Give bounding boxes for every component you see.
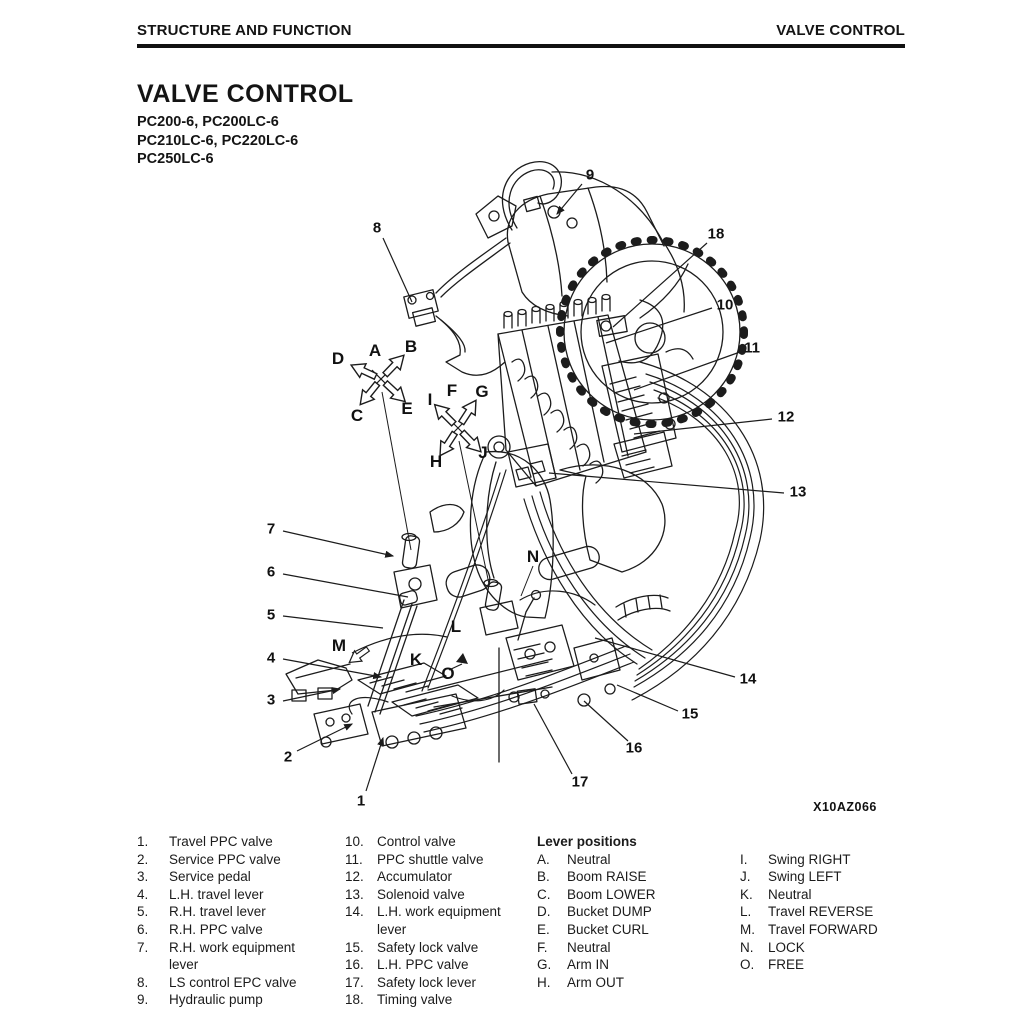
legend-item: I. Swing RIGHT xyxy=(740,851,851,867)
model-line: PC210LC-6, PC220LC-6 xyxy=(137,132,299,149)
legend-column-2 xyxy=(345,833,501,1009)
legend-item: 3. Service pedal xyxy=(137,869,251,885)
callout-4: 4 xyxy=(266,649,276,667)
callout-5: 5 xyxy=(266,606,276,624)
page-title: VALVE CONTROL xyxy=(137,80,354,108)
legend-item: K. Neutral xyxy=(740,886,812,902)
legend-item: L. Travel REVERSE xyxy=(740,904,874,920)
legend-item: lever xyxy=(169,957,199,973)
lever-pos-B: B xyxy=(404,337,418,356)
lever-pos-E: E xyxy=(401,399,413,418)
lever-pos-D: D xyxy=(331,349,345,368)
callout-16: 16 xyxy=(625,739,643,757)
legend-item: B. Boom RAISE xyxy=(537,869,647,885)
lever-pos-J: J xyxy=(478,443,488,462)
lever-pos-K: K xyxy=(409,650,423,669)
legend-item: G. Arm IN xyxy=(537,957,609,973)
lever-pos-M: M xyxy=(331,636,347,655)
callout-8: 8 xyxy=(372,219,382,237)
legend-item: lever xyxy=(377,921,407,937)
model-line: PC200-6, PC200LC-6 xyxy=(137,114,279,130)
running-header-left: STRUCTURE AND FUNCTION xyxy=(137,22,352,39)
legend-item: J. Swing LEFT xyxy=(740,869,842,885)
legend-item: 1. Travel PPC valve xyxy=(137,834,273,849)
legend-item: C. Boom LOWER xyxy=(537,886,656,902)
legend-item: 6. R.H. PPC valve xyxy=(137,921,263,937)
callout-1: 1 xyxy=(356,792,366,810)
lever-pos-N: N xyxy=(526,547,540,566)
callout-13: 13 xyxy=(789,483,807,501)
legend-item: N. LOCK xyxy=(740,939,805,955)
legend-item: D. Bucket DUMP xyxy=(537,904,652,920)
legend-item: 11. PPC shuttle valve xyxy=(345,851,484,867)
lever-pos-I: I xyxy=(427,390,433,409)
legend-item: F. Neutral xyxy=(537,939,611,955)
legend-item: 18. Timing valve xyxy=(345,992,453,1008)
callout-18: 18 xyxy=(707,225,725,243)
model-line: PC250LC-6 xyxy=(137,151,214,167)
legend-item: 7. R.H. work equipment xyxy=(137,939,296,955)
callout-10: 10 xyxy=(716,296,734,314)
callout-15: 15 xyxy=(681,705,699,723)
legend-item: 13. Solenoid valve xyxy=(345,886,465,902)
callout-12: 12 xyxy=(777,408,795,426)
callout-11: 11 xyxy=(744,339,760,357)
legend-column-1 xyxy=(137,833,297,1009)
legend-item: 10. Control valve xyxy=(345,834,456,849)
legend-column-lever-positions xyxy=(537,833,656,991)
callout-3: 3 xyxy=(266,691,276,709)
figure-code: X10AZ066 xyxy=(813,800,877,814)
legend-item: 17. Safety lock lever xyxy=(345,974,477,990)
callout-9: 9 xyxy=(585,166,595,184)
legend xyxy=(137,833,1007,1018)
callout-7: 7 xyxy=(266,520,276,538)
callout-2: 2 xyxy=(283,748,293,766)
callout-14: 14 xyxy=(739,670,757,688)
lever-direction-arrows xyxy=(346,350,487,670)
legend-item: M. Travel FORWARD xyxy=(740,921,878,937)
callout-17: 17 xyxy=(571,773,589,791)
callout-6: 6 xyxy=(266,563,276,581)
lever-positions-header: Lever positions xyxy=(537,834,637,849)
legend-item: 5. R.H. travel lever xyxy=(137,904,266,920)
lever-pos-L: L xyxy=(450,617,462,636)
legend-item: H. Arm OUT xyxy=(537,974,624,990)
legend-item: 16. L.H. PPC valve xyxy=(345,957,469,973)
lever-pos-O: O xyxy=(441,664,455,683)
running-header-right: VALVE CONTROL xyxy=(776,22,905,39)
lever-pos-H: H xyxy=(429,452,443,471)
legend-item: 12. Accumulator xyxy=(345,869,453,885)
legend-column-4 xyxy=(740,833,878,974)
legend-item: 8. LS control EPC valve xyxy=(137,974,297,990)
legend-item: 15. Safety lock valve xyxy=(345,939,479,955)
legend-item: A. Neutral xyxy=(537,851,611,867)
lever-pos-G: G xyxy=(475,382,489,401)
lever-pos-F: F xyxy=(446,381,458,400)
legend-item: 14. L.H. work equipment xyxy=(345,904,501,920)
legend-item: 9. Hydraulic pump xyxy=(137,992,263,1008)
lever-pos-C: C xyxy=(350,406,364,425)
legend-item: 2. Service PPC valve xyxy=(137,851,281,867)
legend-item: O. FREE xyxy=(740,957,805,973)
lever-pos-A: A xyxy=(368,341,382,360)
legend-item: E. Bucket CURL xyxy=(537,921,649,937)
legend-item: 4. L.H. travel lever xyxy=(137,886,264,902)
